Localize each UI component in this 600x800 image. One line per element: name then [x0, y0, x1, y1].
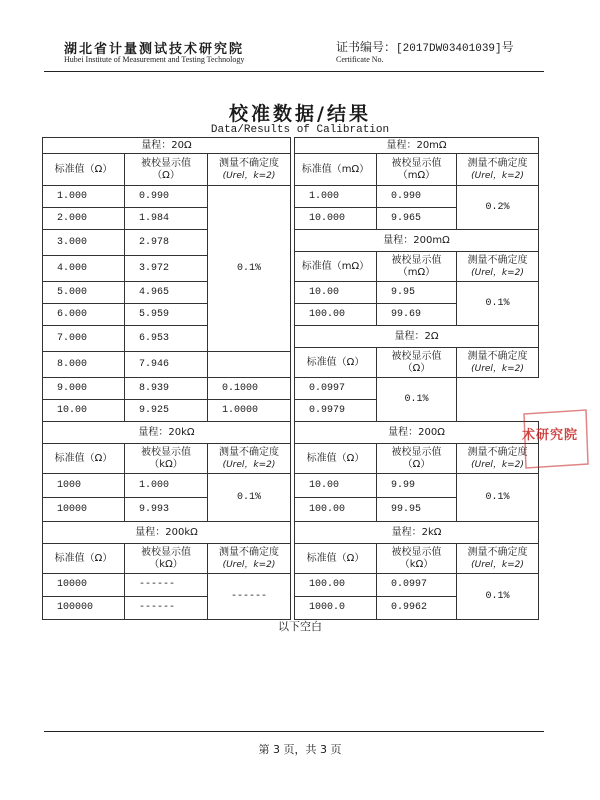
cert-label-en: Certificate No. [336, 55, 384, 64]
display-value: 0.0997 [377, 574, 457, 597]
display-value: 0.990 [125, 186, 208, 208]
standard-value: 10000 [43, 498, 125, 522]
calibration-table [42, 137, 539, 620]
col-header-uncertainty: 测量不确定度 (Urel，k=2) [208, 444, 291, 474]
col-header-display: 被校显示值 （kΩ） [377, 544, 457, 574]
range-label-200mohm: 量程：200mΩ [295, 230, 539, 252]
standard-value: 6.000 [43, 304, 125, 326]
uncertainty-value: 0.1% [457, 574, 539, 620]
uncertainty-value: 0.1% [208, 186, 291, 352]
uncertainty-value: 0.1% [208, 474, 291, 522]
standard-value: 100.00 [295, 304, 377, 326]
standard-value: 100000 [43, 597, 125, 620]
standard-value: 1.000 [43, 186, 125, 208]
col-header-standard: 标准值（Ω） [295, 444, 377, 474]
col-header-display: 被校显示值 （Ω） [125, 154, 208, 186]
display-value: 99.69 [377, 304, 457, 326]
uncertainty-value: 0.1% [457, 282, 539, 326]
col-header-uncertainty: 测量不确定度 (Urel，k=2) [457, 348, 539, 378]
standard-value: 3.000 [43, 230, 125, 256]
standard-value: 0.1000 [208, 378, 291, 400]
range-label-20kohm: 量程：20kΩ [43, 422, 291, 444]
display-value: 2.978 [125, 230, 208, 256]
col-header-uncertainty: 测量不确定度 (Urel，k=2) [208, 544, 291, 574]
range-label-2ohm: 量程：2Ω [295, 326, 539, 348]
col-header-uncertainty: 测量不确定度 (Urel，k=2) [457, 444, 539, 474]
standard-value: 5.000 [43, 282, 125, 304]
standard-value: 9.000 [43, 378, 125, 400]
standard-value: 10000 [43, 574, 125, 597]
standard-value: 100.00 [295, 574, 377, 597]
uncertainty-value: 0.2% [457, 186, 539, 230]
col-header-uncertainty: 测量不确定度 (Urel，k=2) [457, 544, 539, 574]
standard-value: 7.000 [43, 326, 125, 352]
standard-value: 2.000 [43, 208, 125, 230]
page-title-cn: 校准数据/结果 [229, 103, 371, 125]
range-label-20ohm: 量程：20Ω [43, 138, 291, 154]
display-value: 8.939 [125, 378, 208, 400]
col-header-display: 被校显示值 （kΩ） [125, 544, 208, 574]
standard-value: 4.000 [43, 256, 125, 282]
display-value: 0.9962 [377, 597, 457, 620]
col-header-standard: 标准值（mΩ） [295, 154, 377, 186]
standard-value: 1000.0 [295, 597, 377, 620]
blank-below-note: 以下空白 [278, 620, 322, 633]
institute-name-en: Hubei Institute of Measurement and Testing Technology [64, 55, 245, 64]
range-label-200kohm: 量程：200kΩ [43, 522, 291, 544]
cert-number-value: [2017DW03401039] [396, 43, 502, 55]
col-header-display: 被校显示值 （kΩ） [125, 444, 208, 474]
standard-value: 10.00 [43, 400, 125, 422]
range-label-2kohm: 量程：2kΩ [295, 522, 539, 544]
display-value: 5.959 [125, 304, 208, 326]
col-header-standard: 标准值（mΩ） [295, 252, 377, 282]
range-label-200ohm: 量程：200Ω [295, 422, 539, 444]
col-header-standard: 标准值（Ω） [43, 544, 125, 574]
page-title-en: Data/Results of Calibration [210, 124, 390, 136]
col-header-standard: 标准值（Ω） [295, 348, 377, 378]
display-value: 9.95 [377, 282, 457, 304]
col-header-standard: 标准值（Ω） [295, 544, 377, 574]
standard-value: 8.000 [43, 352, 125, 378]
col-header-display: 被校显示值 （mΩ） [377, 252, 457, 282]
display-value: 0.9979 [295, 400, 377, 422]
display-value: 4.965 [125, 282, 208, 304]
seal-text: 术研究院 [522, 428, 579, 443]
range-label-20mohm: 量程：20mΩ [295, 138, 539, 154]
footer-divider [44, 731, 544, 732]
col-header-standard: 标准值（Ω） [43, 444, 125, 474]
col-header-uncertainty: 测量不确定度 (Urel，k=2) [208, 154, 291, 186]
page-number: 第 3 页，共 3 页 [258, 743, 342, 756]
display-value: 9.965 [377, 208, 457, 230]
cert-label: 证书编号： [336, 40, 397, 54]
display-value: ------ [125, 597, 208, 620]
display-value: 99.95 [377, 498, 457, 522]
col-header-display: 被校显示值 （Ω） [377, 444, 457, 474]
standard-value: 10.00 [295, 474, 377, 498]
display-value: 9.99 [377, 474, 457, 498]
display-value: 1.000 [125, 474, 208, 498]
uncertainty-value: 0.1% [377, 378, 457, 422]
standard-value: 1000 [43, 474, 125, 498]
display-value: ------ [125, 574, 208, 597]
uncertainty-value: ------ [208, 574, 291, 620]
standard-value: 1.0000 [208, 400, 291, 422]
uncertainty-value: 0.1% [457, 474, 539, 522]
standard-value: 1.000 [295, 186, 377, 208]
certificate-number [336, 38, 514, 55]
cert-suffix: 号 [501, 40, 514, 54]
standard-value: 100.00 [295, 498, 377, 522]
display-value: 0.990 [377, 186, 457, 208]
col-header-uncertainty: 测量不确定度 (Urel，k=2) [457, 154, 539, 186]
col-header-standard: 标准值（Ω） [43, 154, 125, 186]
display-value: 9.925 [125, 400, 208, 422]
col-header-display: 被校显示值 （Ω） [377, 348, 457, 378]
col-header-uncertainty: 测量不确定度 (Urel，k=2) [457, 252, 539, 282]
display-value: 0.0997 [295, 378, 377, 400]
institute-name-cn: 湖北省计量测试技术研究院 [64, 42, 245, 57]
standard-value: 10.00 [295, 282, 377, 304]
display-value: 3.972 [125, 256, 208, 282]
display-value: 7.946 [125, 352, 208, 378]
header-divider [44, 71, 544, 72]
col-header-display: 被校显示值 （mΩ） [377, 154, 457, 186]
display-value: 9.993 [125, 498, 208, 522]
display-value: 1.984 [125, 208, 208, 230]
display-value: 6.953 [125, 326, 208, 352]
standard-value: 10.000 [295, 208, 377, 230]
